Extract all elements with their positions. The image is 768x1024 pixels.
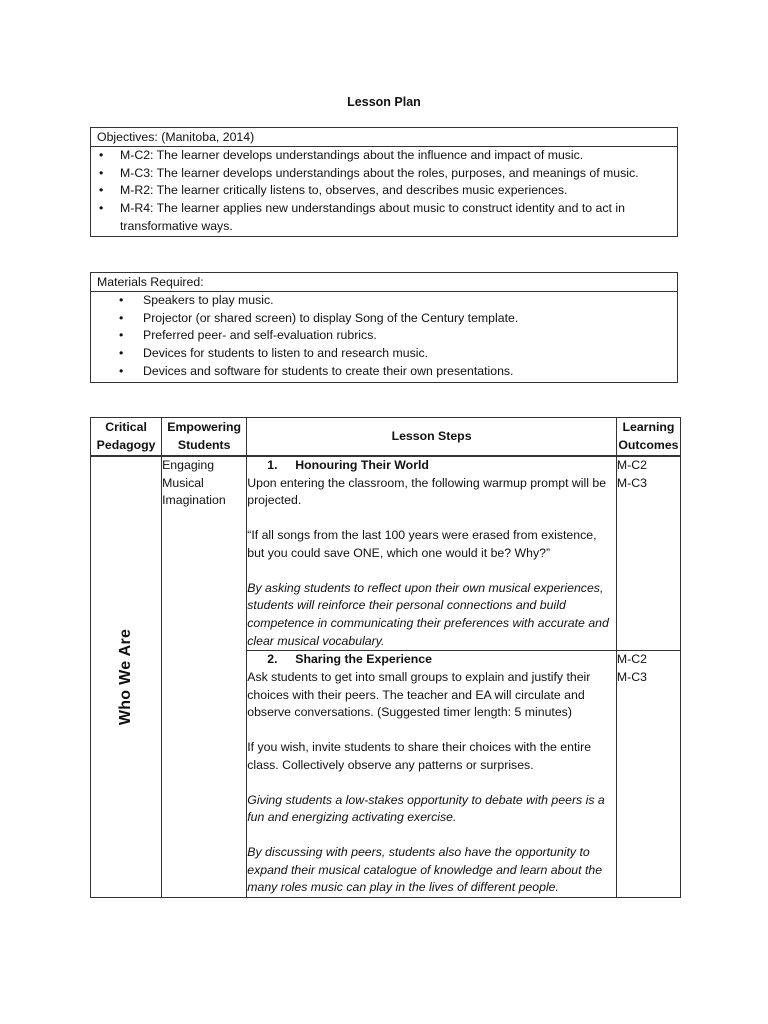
objective-item: • M-R4: The learner applies new understandings about music to construct identity and to act in transformative ways. [91,200,677,235]
outcome-code: M-C3 [616,670,647,685]
header-empowering-students: Empowering Students [162,418,247,457]
material-item: • Preferred peer- and self-evaluation rubrics. [91,327,677,345]
step-paragraph: “If all songs from the last 100 years were erased from existence, but you could save ONE, which one would it be? Why?” [247,528,597,560]
objectives-list [91,147,677,236]
step-paragraph: If you wish, invite students to share their choices with the entire class. Collectively observe any patterns or surprises. [247,740,592,772]
material-item: • Devices for students to listen to and research music. [91,345,677,363]
lesson-table [90,417,681,898]
objectives-header: Objectives: (Manitoba, 2014) [91,128,677,147]
table-header-row [91,418,681,457]
step-title [247,651,616,669]
step-number: 2. [267,652,278,667]
step-number: 1. [267,458,278,472]
header-learning-outcomes: Learning Outcomes [616,418,680,457]
table-row [91,456,681,651]
material-item: • Devices and software for students to create their own presentations. [91,363,677,381]
step-title-text: Honouring Their World [295,458,429,472]
page-title: Lesson Plan [347,95,421,109]
objectives-box [90,127,678,237]
header-lesson-steps: Lesson Steps [247,418,617,457]
step-title-text: Sharing the Experience [295,652,432,667]
material-item: • Speakers to play music. [91,292,677,310]
outcome-code: M-C2 [616,458,647,472]
materials-header: Materials Required: [91,273,677,292]
step-title [247,457,616,475]
section-label-cell [91,456,162,898]
materials-list [91,292,677,381]
step-italic-note: By asking students to reflect upon their own musical experiences, students will reinforce their personal connections and build competence in communicating their preferences with accurate and clear musical vocabulary. [247,580,609,648]
step-paragraph: Ask students to get into small groups to explain and justify their choices with their peers. The teacher and EA will circulate and observe conversations. (Suggested timer length: 5 minutes) [247,670,591,720]
lesson-step-1 [247,456,617,651]
section-label: Who We Are [117,628,135,726]
step-italic-note: By discussing with peers, students also have the opportunity to expand their musical catalogue of knowledge and learn about the many roles music can play in the lives of different people. [247,844,603,895]
outcomes-cell [616,651,680,898]
empowering-text: Engaging Musical Imagination [162,458,226,508]
step-italic-note: Giving students a low-stakes opportunity to debate with peers is a fun and energizing activating exercise. [247,792,605,825]
step-paragraph: Upon entering the classroom, the following warmup prompt will be projected. [247,475,607,508]
outcome-code: M-C3 [616,475,647,490]
materials-box [90,272,678,383]
material-item: • Projector (or shared screen) to display Song of the Century template. [91,310,677,328]
header-critical-pedagogy: Critical Pedagogy [91,418,162,457]
objective-item: • M-C3: The learner develops understandings about the roles, purposes, and meanings of music. [91,165,677,183]
outcome-code: M-C2 [616,652,647,667]
outcomes-cell [616,456,680,651]
objective-item: • M-R2: The learner critically listens to, observes, and describes music experiences. [91,182,677,200]
empowering-cell [162,456,247,898]
objective-item: • M-C2: The learner develops understandings about the influence and impact of music. [91,147,677,165]
lesson-step-2 [247,651,617,898]
